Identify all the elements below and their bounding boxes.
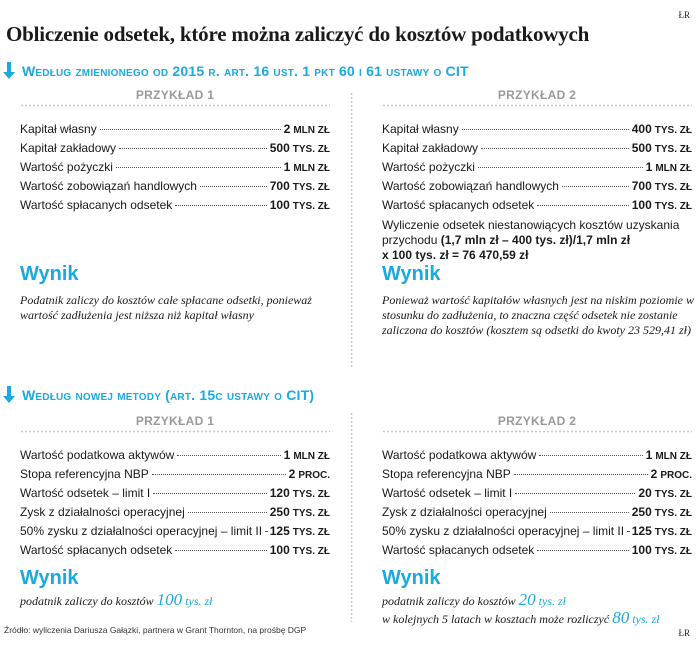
s2-example2-result-heading: Wynik <box>382 567 441 589</box>
s2-example1-header <box>20 412 330 432</box>
s2-example2-rows <box>382 448 692 562</box>
calc-line: Wyliczenie odsetek niestanowiących kosztów uzyskania <box>382 218 680 232</box>
s1-example2-result-heading: Wynik <box>382 263 441 285</box>
list-item: Kapitał zakładowy 500 TYS. ZŁ <box>20 141 330 155</box>
list-item: Wartość pożyczki 1 MLN ZŁ <box>382 160 692 174</box>
column-divider <box>350 92 353 367</box>
column-divider <box>350 412 353 622</box>
list-item: 50% zysku z działalności operacyjnej – limit II 125 TYS. ZŁ <box>20 524 330 538</box>
arrow-down-icon <box>2 386 16 404</box>
s1-example2-header <box>382 86 692 106</box>
list-item: Zysk z działalności operacyjnej 250 TYS. ZŁ <box>20 505 330 519</box>
example-label: PRZYKŁAD 1 <box>135 414 215 428</box>
s1-example2-calculation <box>382 218 692 263</box>
s2-example2-header <box>382 412 692 432</box>
list-item: Wartość odsetek – limit I 120 TYS. ZŁ <box>20 486 330 500</box>
s1-example1-rows <box>20 122 330 217</box>
s2-example1-result: podatnik zaliczy do kosztów 100 tys. zł <box>20 590 213 609</box>
s1-example1-result: Podatnik zaliczy do kosztów całe spłacane odsetki, ponieważ wartość zadłużenia jest niższa niż kapitał własny <box>20 293 312 322</box>
arrow-down-icon <box>2 62 16 80</box>
list-item: Wartość pożyczki 1 MLN ZŁ <box>20 160 330 174</box>
example-label: PRZYKŁAD 2 <box>497 414 577 428</box>
s2-example1-rows <box>20 448 330 562</box>
dotted-rule <box>20 430 330 433</box>
source-note: Źródło: wyliczenia Dariusza Gałązki, partnera w Grant Thornton, na prośbę DGP <box>4 625 307 635</box>
list-item: Wartość podatkowa aktywów 1 MLN ZŁ <box>20 448 330 462</box>
section1-heading <box>2 60 469 82</box>
list-item: Wartość zobowiązań handlowych 700 TYS. ZŁ <box>20 179 330 193</box>
section2-heading-text: Według nowej metody (art. 15c ustawy o CIT) <box>22 387 315 403</box>
list-item: Wartość odsetek – limit I 20 TYS. ZŁ <box>382 486 692 500</box>
list-item: Wartość spłacanych odsetek 100 TYS. ZŁ <box>382 198 692 212</box>
publisher-logo-bottom: ŁR <box>678 628 690 638</box>
s2-example1-result-heading: Wynik <box>20 567 79 589</box>
list-item: Kapitał własny 400 TYS. ZŁ <box>382 122 692 136</box>
list-item: Kapitał własny 2 MLN ZŁ <box>20 122 330 136</box>
list-item: Wartość zobowiązań handlowych 700 TYS. ZŁ <box>382 179 692 193</box>
list-item: 50% zysku z działalności operacyjnej – limit II 125 TYS. ZŁ <box>382 524 692 538</box>
list-item: Wartość spłacanych odsetek 100 TYS. ZŁ <box>382 543 692 557</box>
list-item: Stopa referencyjna NBP 2 PROC. <box>20 467 330 481</box>
list-item: Wartość spłacanych odsetek 100 TYS. ZŁ <box>20 198 330 212</box>
list-item: Wartość spłacanych odsetek 100 TYS. ZŁ <box>20 543 330 557</box>
dotted-rule <box>382 104 692 107</box>
publisher-logo: ŁR <box>678 10 690 20</box>
dotted-rule <box>382 430 692 433</box>
s1-example1-header <box>20 86 330 106</box>
dotted-rule <box>20 104 330 107</box>
calc-line: x 100 tys. zł = 76 470,59 zł <box>382 248 529 262</box>
calc-line: przychodu (1,7 mln zł – 400 tys. zł)/1,7 mln zł <box>382 233 631 247</box>
s2-example2-result: podatnik zaliczy do kosztów 20 tys. zł w kolejnych 5 latach w kosztach może rozliczyć 80 tys. zł <box>382 590 660 627</box>
s1-example1-result-heading: Wynik <box>20 263 79 285</box>
example-label: PRZYKŁAD 2 <box>497 88 577 102</box>
list-item: Zysk z działalności operacyjnej 250 TYS. ZŁ <box>382 505 692 519</box>
list-item: Kapitał zakładowy 500 TYS. ZŁ <box>382 141 692 155</box>
example-label: PRZYKŁAD 1 <box>135 88 215 102</box>
page-title: Obliczenie odsetek, które można zaliczyć do kosztów podatkowych <box>6 22 590 46</box>
section2-heading <box>2 384 314 406</box>
s1-example2-result: Ponieważ wartość kapitałów własnych jest na niskim poziomie w stosunku do zadłużenia, to znaczna część odsetek nie zostanie zaliczona do kosztów (kosztem są odsetki do kwoty 23 529,41 zł) <box>382 293 694 337</box>
list-item: Stopa referencyjna NBP 2 PROC. <box>382 467 692 481</box>
s1-example2-rows <box>382 122 692 217</box>
list-item: Wartość podatkowa aktywów 1 MLN ZŁ <box>382 448 692 462</box>
section1-heading-text: Według zmienionego od 2015 r. art. 16 ust. 1 pkt 60 i 61 ustawy o CIT <box>22 63 469 79</box>
